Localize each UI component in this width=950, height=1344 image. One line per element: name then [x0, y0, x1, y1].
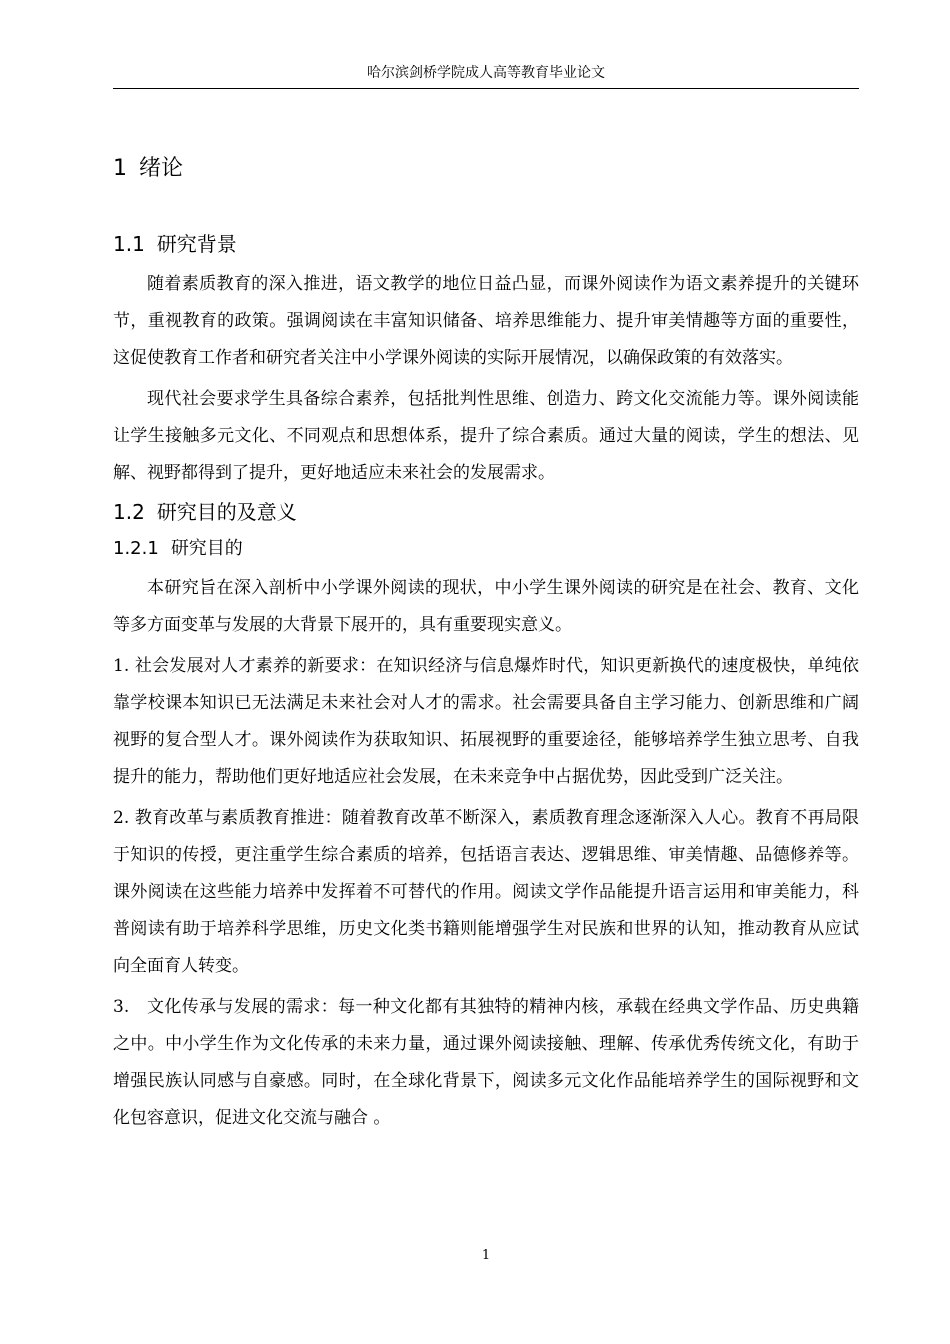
- paragraph: 随着素质教育的深入推进，语文教学的地位日益凸显，而课外阅读作为语文素养提升的关键环节，重视教育的政策。强调阅读在丰富知识储备、培养思维能力、提升审美情趣等方面的重要性，这促使教育工作者和研究者关注中小学课外阅读的实际开展情况，以确保政策的有效落实。: [113, 274, 859, 368]
- page-header: 哈尔滨剑桥学院成人高等教育毕业论文: [367, 65, 605, 81]
- section-title: 研究目的及意义: [156, 500, 297, 524]
- list-item: 3. 文化传承与发展的需求：每一种文化都有其独特的精神内核，承载在经典文学作品、历史典籍之中。中小学生作为文化传承的未来力量，通过课外阅读接触、理解、传承优秀传统文化，有助于增强民族认同感与自豪感。同时，在全球化背景下，阅读多元文化作品能培养学生的国际视野和文化包容意识，促进文化交流与融合 。: [113, 997, 859, 1128]
- list-item: 2. 教育改革与素质教育推进：随着教育改革不断深入，素质教育理念逐渐深入人心。教育不再局限于知识的传授，更注重学生综合素质的培养，包括语言表达、逻辑思维、审美情趣、品德修养等。课外阅读在这些能力培养中发挥着不可替代的作用。阅读文学作品能提升语言运用和审美能力，科普阅读有助于培养科学思维，历史文化类书籍则能增强学生对民族和世界的认知，推动教育从应试向全面育人转变。: [113, 808, 859, 976]
- chapter-heading: [113, 152, 859, 186]
- section-title: 研究背景: [156, 232, 237, 256]
- list-item: 1. 社会发展对人才素养的新要求：在知识经济与信息爆炸时代，知识更新换代的速度极快，单纯依靠学校课本知识已无法满足未来社会对人才的需求。社会需要具备自主学习能力、创新思维和广阔视野的复合型人才。课外阅读作为获取知识、拓展视野的重要途径，能够培养学生独立思考、自我提升的能力，帮助他们更好地适应社会发展，在未来竞争中占据优势，因此受到广泛关注。: [113, 656, 859, 787]
- section-heading-1-1: [113, 228, 859, 260]
- paragraph: 现代社会要求学生具备综合素养，包括批判性思维、创造力、跨文化交流能力等。课外阅读能让学生接触多元文化、不同观点和思想体系，提升了综合素质。通过大量的阅读，学生的想法、见解、视野都得到了提升，更好地适应未来社会的发展需求。: [113, 389, 859, 483]
- section-number: 1.1: [113, 232, 145, 256]
- section-number: 1.2: [113, 500, 145, 524]
- chapter-number: 1: [113, 156, 127, 181]
- page-number: 1: [481, 1248, 491, 1263]
- page-body: [113, 152, 859, 1141]
- chapter-title: 绪论: [139, 156, 184, 181]
- subsection-heading-1-2-1: [113, 534, 859, 564]
- section-heading-1-2: [113, 496, 859, 528]
- paragraph: 本研究旨在深入剖析中小学课外阅读的现状，中小学生课外阅读的研究是在社会、教育、文化等多方面变革与发展的大背景下展开的，具有重要现实意义。: [113, 578, 859, 635]
- header-rule: [113, 88, 859, 89]
- subsection-number: 1.2.1: [113, 538, 159, 559]
- subsection-title: 研究目的: [170, 538, 243, 559]
